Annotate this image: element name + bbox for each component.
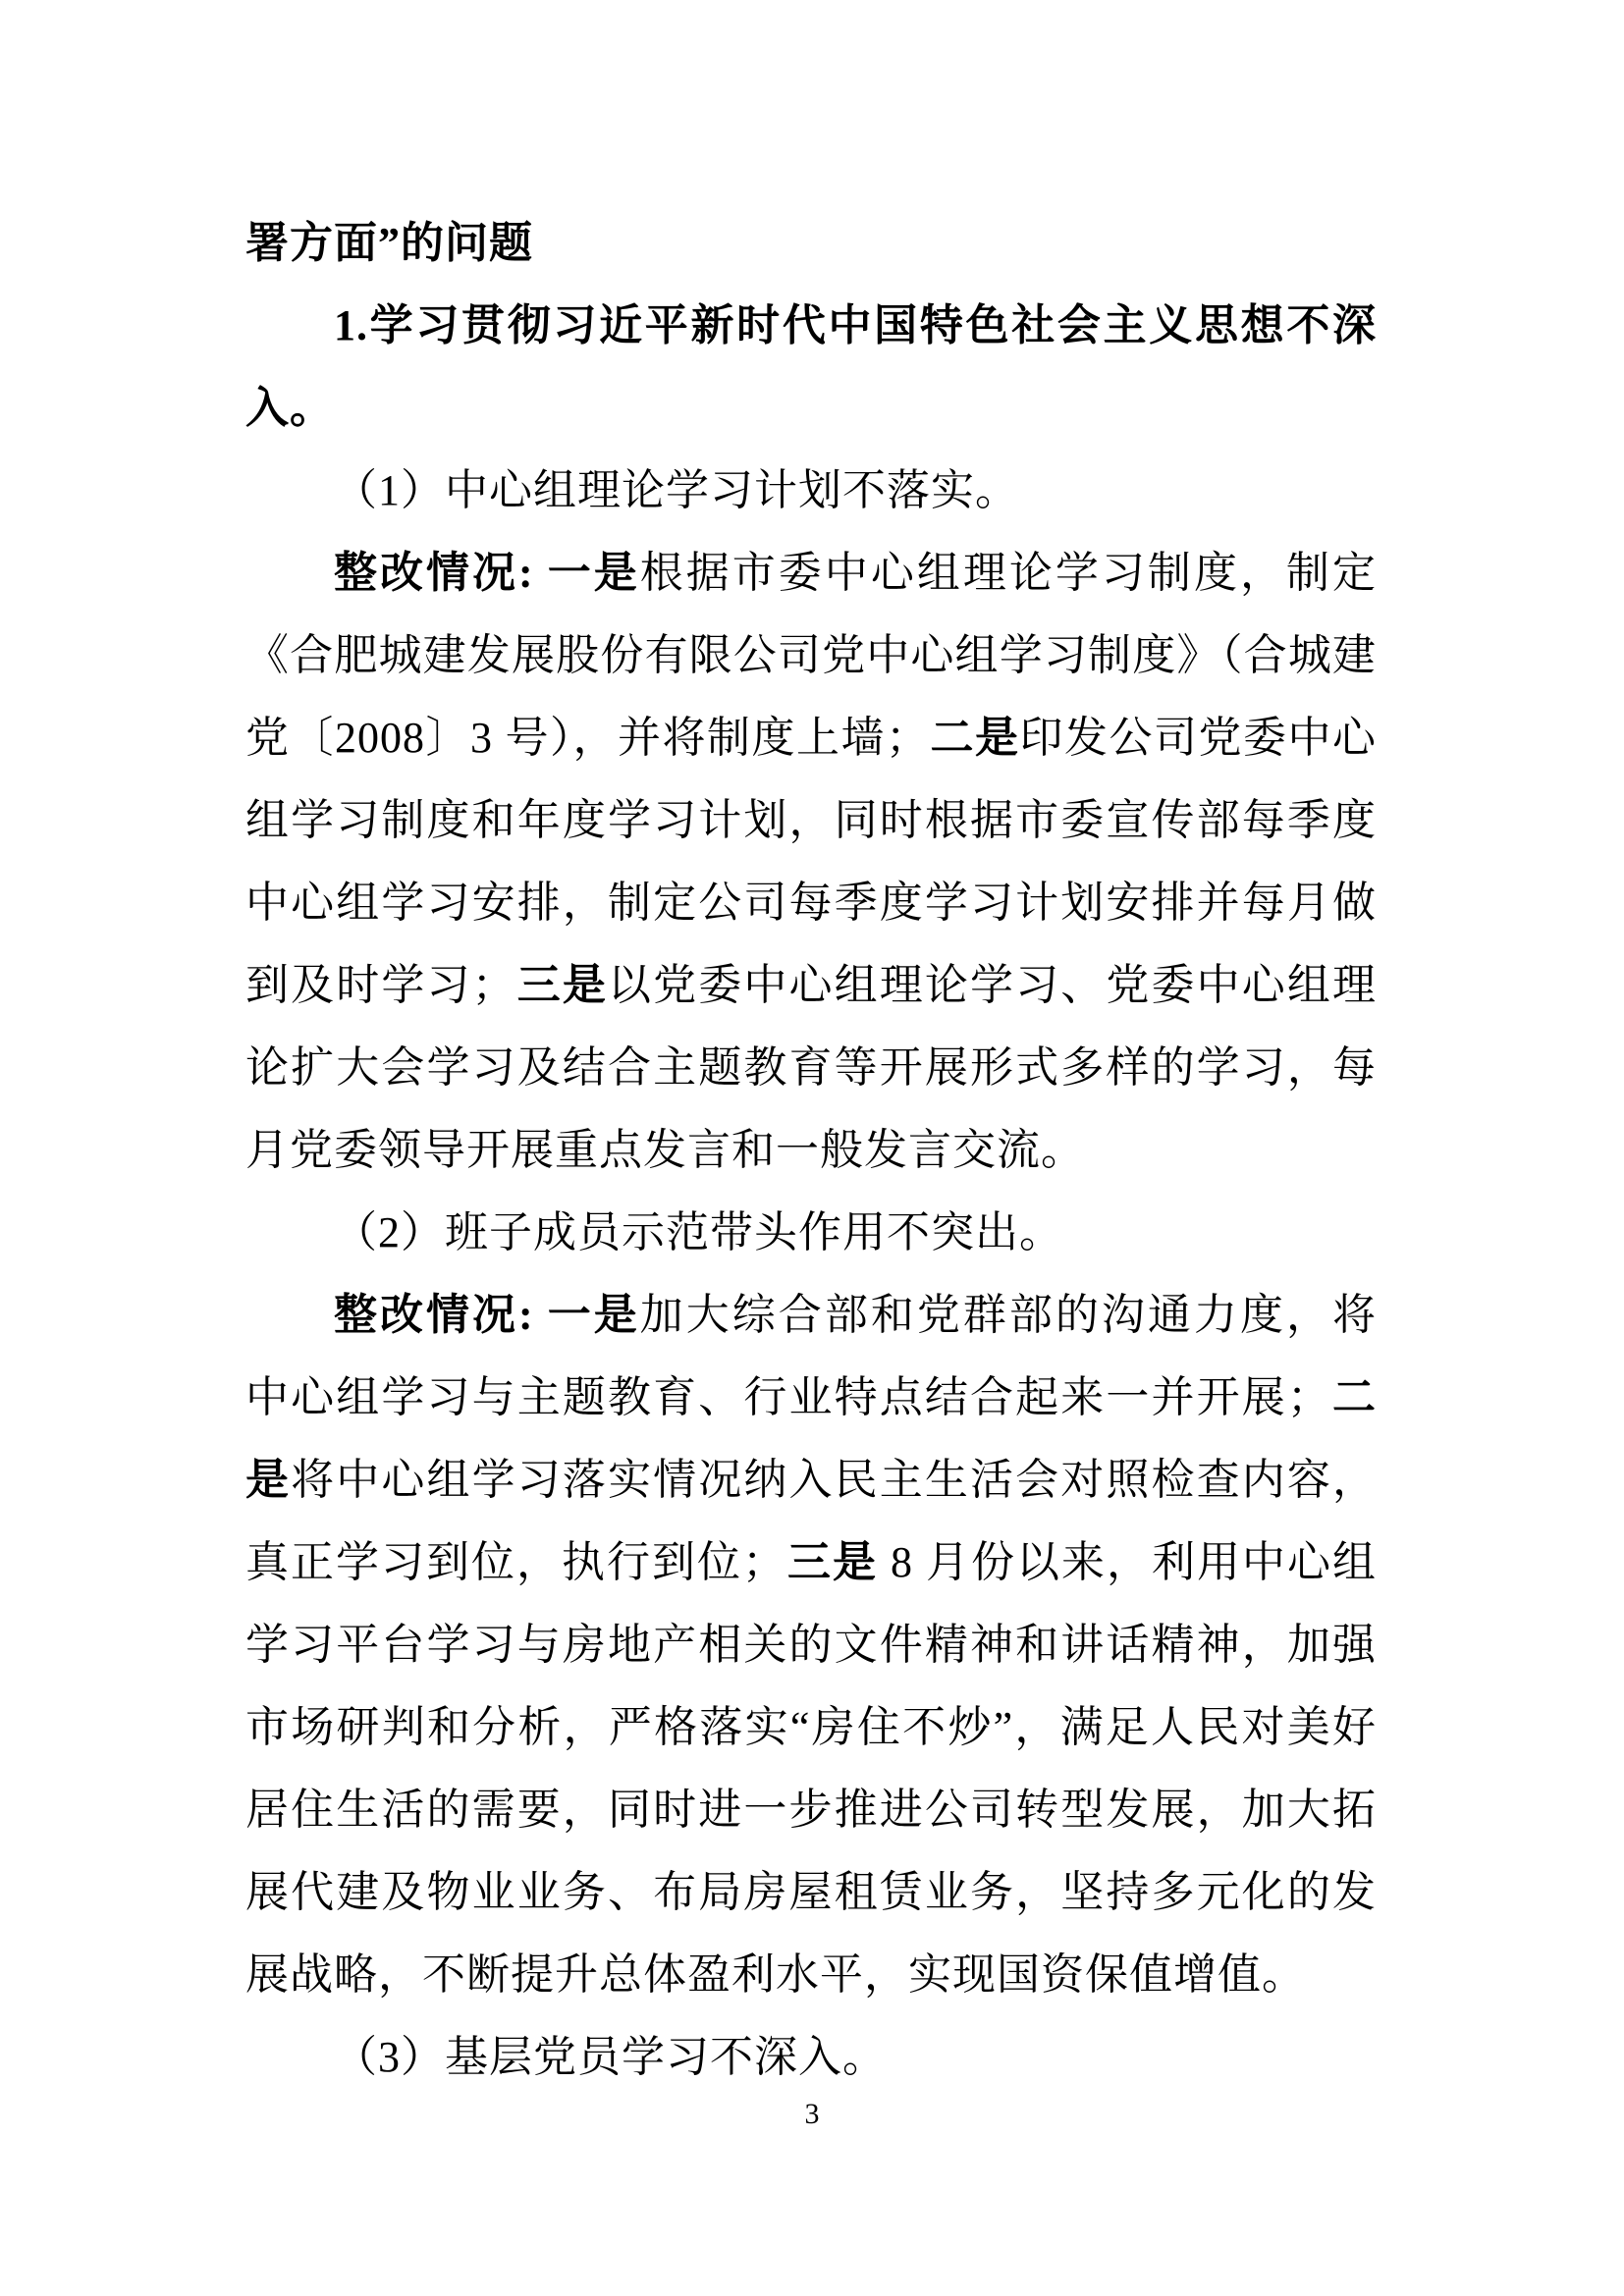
item-2-title-text: （2）班子成员示范带头作用不突出。 — [334, 1208, 1063, 1256]
rectification-body-2: 印发公司党委中心组学习制度和年度学习计划，同时根据市委宣传部每季度中心组学习安排，制定公司每季度学习计划安排并每月做到及时学习； — [245, 714, 1377, 1009]
page-number: 3 — [804, 2098, 820, 2130]
rectification-body-2: 将中心组学习落实情况纳入民主生活会对照检查内容，真正学习到位，执行到位； — [245, 1456, 1377, 1586]
item-2-rectification — [245, 1274, 1377, 2016]
rectification-label-and-first: 整改情况: 一是 — [334, 549, 640, 597]
item-1-rectification — [245, 532, 1377, 1192]
page-footer — [0, 2095, 1624, 2134]
third-marker: 三是 — [786, 1538, 878, 1586]
section-1-heading — [245, 285, 1377, 450]
item-1-title-text: （1）中心组理论学习计划不落实。 — [334, 466, 1019, 514]
second-marker: 二是 — [930, 714, 1020, 762]
item-2-title — [245, 1192, 1377, 1274]
rectification-body-1: 加大综合部和党群部的沟通力度，将中心组学习与主题教育、行业特点结合起来一并开展； — [245, 1291, 1377, 1421]
heading-text: 署方面”的问题 — [245, 219, 533, 267]
document-body — [245, 202, 1377, 2099]
item-3-title — [245, 2016, 1377, 2099]
rectification-body-3: 以党委中心组理论学习、党委中心组理论扩大会学习及结合主题教育等开展形式多样的学习，每月党委领导开展重点发言和一般发言交流。 — [245, 961, 1377, 1174]
rectification-label-and-first: 整改情况: 一是 — [334, 1291, 640, 1339]
item-1-title — [245, 450, 1377, 532]
item-3-title-text: （3）基层党员学习不深入。 — [334, 2033, 887, 2081]
rectification-body-1: 根据市委中心组理论学习制度，制定《合肥城建发展股份有限公司党中心组学习制度》（合城建党〔2008〕3 号），并将制度上墙； — [245, 549, 1377, 762]
second-marker: 二是 — [245, 1373, 1377, 1504]
heading-continuation — [245, 202, 1377, 285]
section-1-heading-text: 1.学习贯彻习近平新时代中国特色社会主义思想不深入。 — [245, 301, 1377, 432]
third-marker: 三是 — [515, 961, 608, 1009]
rectification-body-3: 8 月份以来，利用中心组学习平台学习与房地产相关的文件精神和讲话精神，加强市场研判和分析，严格落实“房住不炒”，满足人民对美好居住生活的需要，同时进一步推进公司转型发展，加大拓展代建及物业业务、布局房屋租赁业务，坚持多元化的发展战略，不断提升总体盈利水平，实现国资保值增值。 — [245, 1538, 1377, 1999]
